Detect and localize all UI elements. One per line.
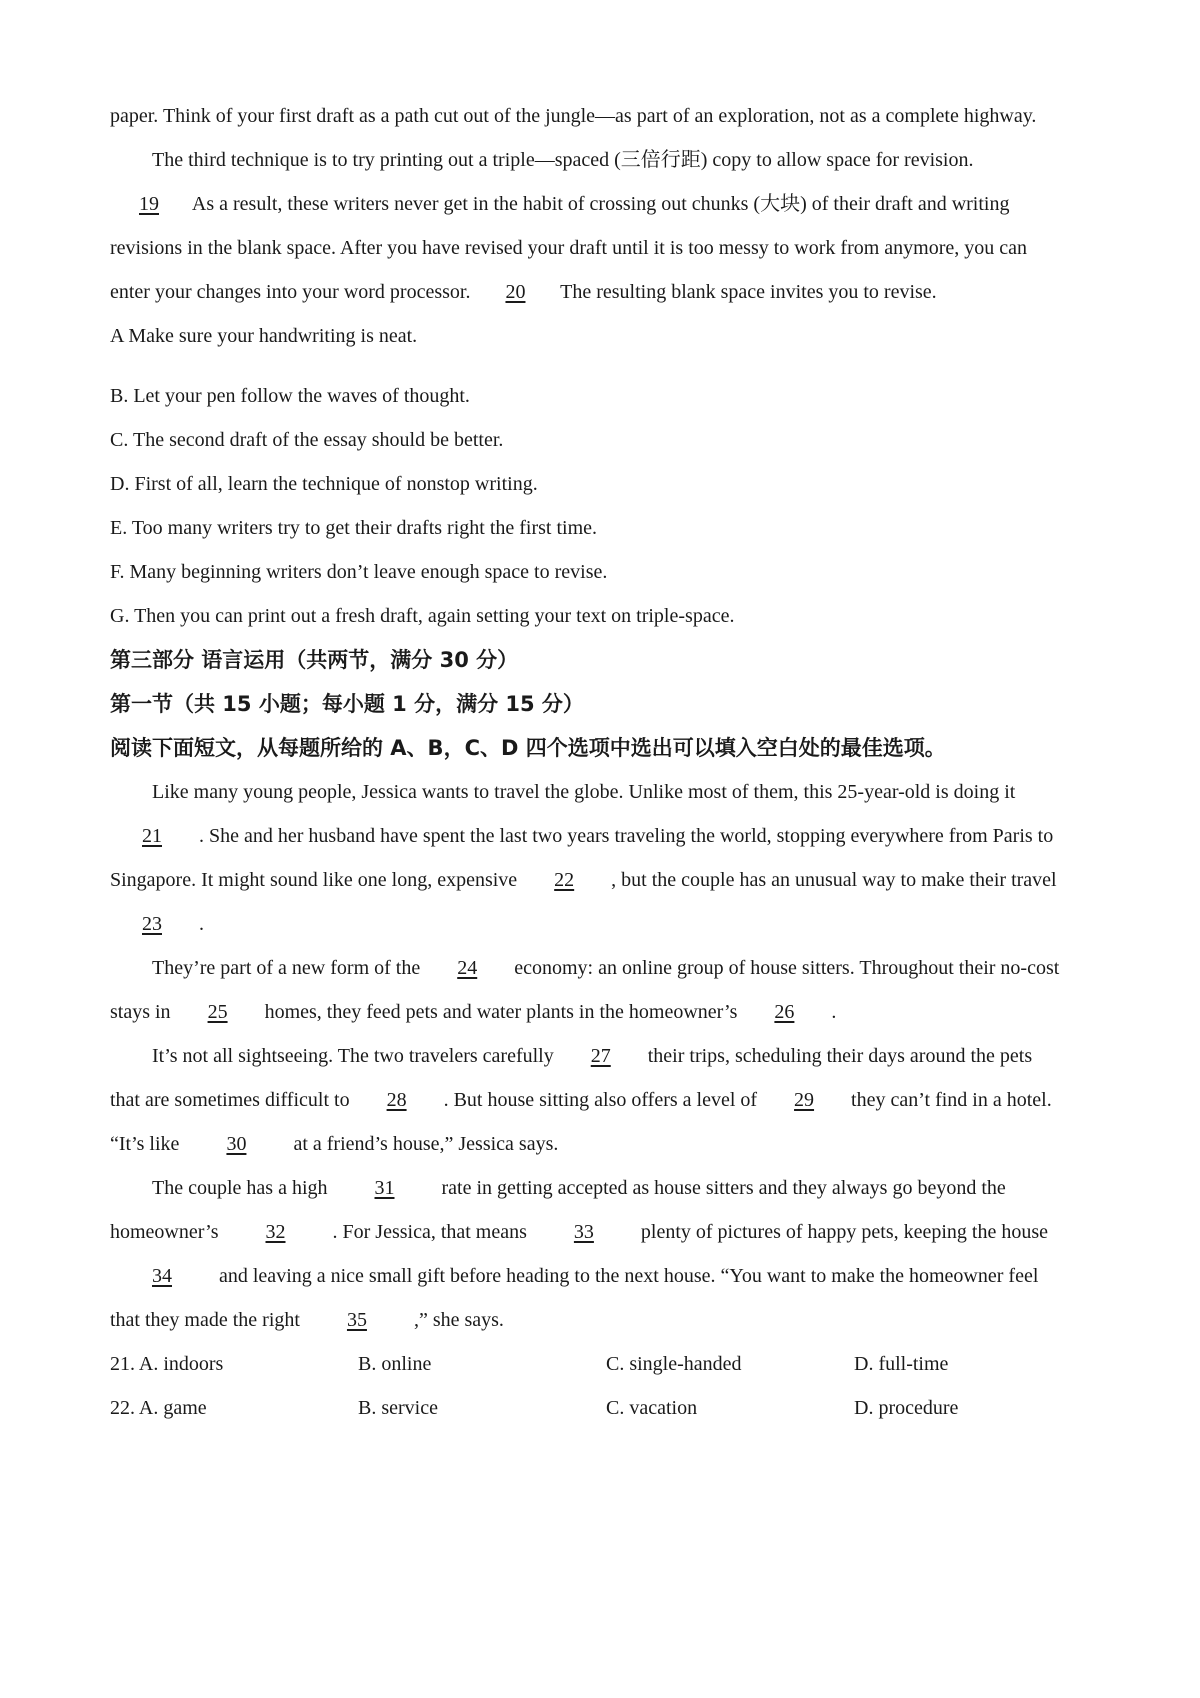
cloze-text: their trips, scheduling their days around the pets [642,1045,1033,1067]
cloze-text: It’s not all sightseeing. The two travelers carefully [152,1045,559,1067]
blank-20: 20 [505,281,526,303]
passage-text: enter your changes into your word processor. [110,281,476,303]
cloze-text: ,” she says. [408,1309,504,1331]
cloze-text: homeowner’s [110,1221,224,1243]
cloze-line [110,912,204,936]
blank-28: 28 [386,1089,407,1111]
cloze-line [110,1220,1048,1244]
question-21-option-d[interactable]: D. full-time [854,1353,949,1375]
cloze-line [152,1176,1006,1200]
cloze-text: rate in getting accepted as house sitters and they always go beyond the [436,1177,1006,1199]
cloze-text: at a friend’s house,” Jessica says. [288,1133,559,1155]
passage-line: paper. Think of your first draft as a path cut out of the jungle—as part of an exploration, not as a complete highway. [110,105,1037,127]
cloze-text: The couple has a high [152,1177,333,1199]
option-b: B. Let your pen follow the waves of thought. [110,385,470,407]
cloze-line [110,1264,1038,1288]
cloze-text: . [194,913,204,935]
passage-line [110,192,1009,216]
cloze-line [110,1000,836,1024]
blank-19: 19 [139,193,159,215]
passage-line: The third technique is to try printing out a triple—spaced (三倍行距) copy to allow space for revision. [152,149,974,171]
cloze-text: . But house sitting also offers a level of [438,1089,763,1111]
blank-23: 23 [142,913,162,935]
blank-22: 22 [554,869,575,891]
cloze-text: Singapore. It might sound like one long, expensive [110,869,523,891]
question-21-option-c[interactable]: C. single-handed [606,1353,742,1375]
cloze-text: . For Jessica, that means [327,1221,532,1243]
cloze-line [152,956,1059,980]
cloze-line [152,1044,1032,1068]
cloze-text: stays in [110,1001,176,1023]
passage-text: The resulting blank space invites you to revise. [555,281,937,303]
blank-24: 24 [457,957,478,979]
option-d: D. First of all, learn the technique of nonstop writing. [110,473,538,495]
option-f: F. Many beginning writers don’t leave enough space to revise. [110,561,608,583]
cloze-text: economy: an online group of house sitters. Throughout their no-cost [509,957,1060,979]
blank-26: 26 [774,1001,795,1023]
blank-21: 21 [142,825,162,847]
blank-33: 33 [573,1221,594,1243]
passage-line: revisions in the blank space. After you have revised your draft until it is too messy to work from anymore, you can [110,237,1028,259]
cloze-line [110,1132,558,1156]
cloze-line: Like many young people, Jessica wants to travel the globe. Unlike most of them, this 25-year-old is doing it [152,781,1016,803]
cloze-line [110,1088,1052,1112]
question-22-option-b[interactable]: B. service [358,1397,438,1419]
cloze-text: that they made the right [110,1309,305,1331]
blank-29: 29 [794,1089,815,1111]
blank-35: 35 [346,1309,367,1331]
cloze-line [110,1308,504,1332]
passage-text: As a result, these writers never get in the habit of crossing out chunks (大块) of their draft and writing [188,193,1010,215]
blank-32: 32 [265,1221,286,1243]
blank-25: 25 [207,1001,228,1023]
passage-line [110,280,937,304]
question-21-option-a[interactable]: 21. A. indoors [110,1353,224,1375]
cloze-text: “It’s like [110,1133,185,1155]
option-e: E. Too many writers try to get their drafts right the first time. [110,517,598,539]
cloze-text: plenty of pictures of happy pets, keeping the house [635,1221,1049,1243]
question-22-option-d[interactable]: D. procedure [854,1397,959,1419]
part-heading: 第三部分 语言运用（共两节，满分 30 分） [110,648,519,672]
blank-27: 27 [590,1045,611,1067]
cloze-text: They’re part of a new form of the [152,957,426,979]
instruction: 阅读下面短文，从每题所给的 A、B，C、D 四个选项中选出可以填入空白处的最佳选项。 [110,736,946,760]
cloze-line [110,868,1057,892]
cloze-text: . She and her husband have spent the last two years traveling the world, stopping everywhere from Paris to [194,825,1054,847]
cloze-text: . [826,1001,837,1023]
cloze-text: and leaving a nice small gift before heading to the next house. “You want to make the homeowner feel [214,1265,1039,1287]
blank-34: 34 [152,1265,172,1287]
question-21 [110,1352,1110,1376]
option-g: G. Then you can print out a fresh draft, again setting your text on triple-space. [110,605,735,627]
option-a: A Make sure your handwriting is neat. [110,325,418,347]
cloze-line [110,824,1053,848]
question-22-option-a[interactable]: 22. A. game [110,1397,207,1419]
cloze-text: homes, they feed pets and water plants in the homeowner’s [259,1001,743,1023]
blank-30: 30 [226,1133,247,1155]
blank-31: 31 [374,1177,395,1199]
cloze-text: , but the couple has an unusual way to make their travel [606,869,1057,891]
question-22 [110,1396,1110,1420]
section-heading: 第一节（共 15 小题；每小题 1 分，满分 15 分） [110,692,584,716]
question-21-option-b[interactable]: B. online [358,1353,432,1375]
question-22-option-c[interactable]: C. vacation [606,1397,698,1419]
cloze-text: that are sometimes difficult to [110,1089,355,1111]
cloze-text: they can’t find in a hotel. [846,1089,1052,1111]
option-c: C. The second draft of the essay should be better. [110,429,504,451]
